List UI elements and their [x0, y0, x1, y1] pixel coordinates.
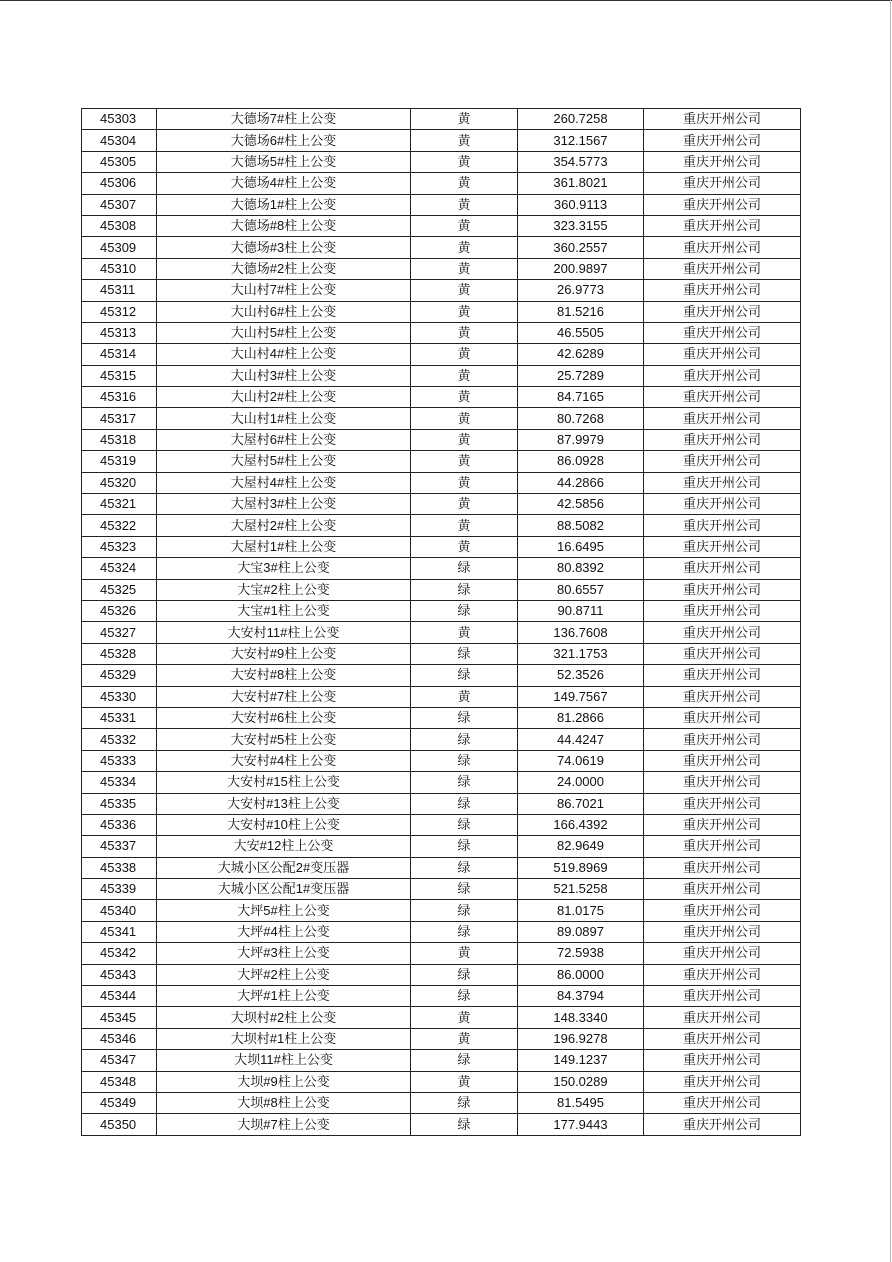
table-row	[82, 1092, 801, 1113]
company-cell: 重庆开州公司	[644, 344, 801, 365]
row-id-cell: 45336	[82, 814, 157, 835]
table-row	[82, 280, 801, 301]
company-cell: 重庆开州公司	[644, 322, 801, 343]
row-id-cell: 45316	[82, 387, 157, 408]
value-cell: 82.9649	[518, 836, 644, 857]
transformer-name-cell: 大德场#8柱上公变	[157, 215, 411, 236]
transformer-name-cell: 大安村#5柱上公变	[157, 729, 411, 750]
level-cell: 黄	[411, 451, 518, 472]
company-cell: 重庆开州公司	[644, 729, 801, 750]
company-cell: 重庆开州公司	[644, 237, 801, 258]
row-id-cell: 45320	[82, 472, 157, 493]
row-id-cell: 45329	[82, 665, 157, 686]
company-cell: 重庆开州公司	[644, 900, 801, 921]
level-cell: 绿	[411, 814, 518, 835]
row-id-cell: 45332	[82, 729, 157, 750]
level-cell: 黄	[411, 472, 518, 493]
value-cell: 323.3155	[518, 215, 644, 236]
level-cell: 黄	[411, 494, 518, 515]
company-cell: 重庆开州公司	[644, 750, 801, 771]
level-cell: 黄	[411, 365, 518, 386]
value-cell: 149.1237	[518, 1050, 644, 1071]
table-row	[82, 879, 801, 900]
company-cell: 重庆开州公司	[644, 558, 801, 579]
page-right-edge	[890, 0, 891, 1262]
value-cell: 44.4247	[518, 729, 644, 750]
row-id-cell: 45334	[82, 772, 157, 793]
row-id-cell: 45330	[82, 686, 157, 707]
table-row	[82, 1114, 801, 1135]
value-cell: 81.0175	[518, 900, 644, 921]
transformer-name-cell: 大屋村1#柱上公变	[157, 536, 411, 557]
transformer-name-cell: 大德场6#柱上公变	[157, 130, 411, 151]
table-row	[82, 558, 801, 579]
transformer-name-cell: 大坪#4柱上公变	[157, 921, 411, 942]
level-cell: 黄	[411, 429, 518, 450]
table-row	[82, 194, 801, 215]
value-cell: 148.3340	[518, 1007, 644, 1028]
level-cell: 绿	[411, 900, 518, 921]
company-cell: 重庆开州公司	[644, 429, 801, 450]
table-row	[82, 322, 801, 343]
table-row	[82, 665, 801, 686]
level-cell: 绿	[411, 643, 518, 664]
value-cell: 87.9979	[518, 429, 644, 450]
company-cell: 重庆开州公司	[644, 515, 801, 536]
level-cell: 绿	[411, 750, 518, 771]
company-cell: 重庆开州公司	[644, 772, 801, 793]
transformer-name-cell: 大山村4#柱上公变	[157, 344, 411, 365]
table-row	[82, 1028, 801, 1049]
transformer-name-cell: 大安村#4柱上公变	[157, 750, 411, 771]
company-cell: 重庆开州公司	[644, 686, 801, 707]
value-cell: 166.4392	[518, 814, 644, 835]
value-cell: 81.2866	[518, 707, 644, 728]
transformer-name-cell: 大安村#13柱上公变	[157, 793, 411, 814]
table-row	[82, 900, 801, 921]
table-body	[82, 109, 801, 1136]
table-row	[82, 451, 801, 472]
company-cell: 重庆开州公司	[644, 472, 801, 493]
transformer-name-cell: 大德场5#柱上公变	[157, 151, 411, 172]
row-id-cell: 45305	[82, 151, 157, 172]
company-cell: 重庆开州公司	[644, 451, 801, 472]
level-cell: 绿	[411, 579, 518, 600]
company-cell: 重庆开州公司	[644, 1092, 801, 1113]
transformer-name-cell: 大坪#1柱上公变	[157, 986, 411, 1007]
row-id-cell: 45331	[82, 707, 157, 728]
table-row	[82, 1007, 801, 1028]
table-row	[82, 772, 801, 793]
value-cell: 521.5258	[518, 879, 644, 900]
table-row	[82, 750, 801, 771]
value-cell: 46.5505	[518, 322, 644, 343]
table-row	[82, 258, 801, 279]
level-cell: 黄	[411, 536, 518, 557]
transformer-name-cell: 大屋村3#柱上公变	[157, 494, 411, 515]
value-cell: 72.5938	[518, 943, 644, 964]
row-id-cell: 45349	[82, 1092, 157, 1113]
table-row	[82, 579, 801, 600]
table-row	[82, 622, 801, 643]
transformer-name-cell: 大德场1#柱上公变	[157, 194, 411, 215]
transformer-name-cell: 大城小区公配2#变压器	[157, 857, 411, 878]
transformer-name-cell: 大山村7#柱上公变	[157, 280, 411, 301]
table-row	[82, 130, 801, 151]
table-row	[82, 857, 801, 878]
row-id-cell: 45307	[82, 194, 157, 215]
table-row	[82, 215, 801, 236]
transformer-name-cell: 大坪#3柱上公变	[157, 943, 411, 964]
transformer-name-cell: 大安村11#柱上公变	[157, 622, 411, 643]
table-row	[82, 643, 801, 664]
row-id-cell: 45304	[82, 130, 157, 151]
value-cell: 84.7165	[518, 387, 644, 408]
table-row	[82, 729, 801, 750]
value-cell: 361.8021	[518, 173, 644, 194]
level-cell: 绿	[411, 729, 518, 750]
table-row	[82, 109, 801, 130]
row-id-cell: 45346	[82, 1028, 157, 1049]
table-row	[82, 921, 801, 942]
row-id-cell: 45342	[82, 943, 157, 964]
transformer-name-cell: 大山村6#柱上公变	[157, 301, 411, 322]
transformer-name-cell: 大坝村#1柱上公变	[157, 1028, 411, 1049]
value-cell: 149.7567	[518, 686, 644, 707]
row-id-cell: 45323	[82, 536, 157, 557]
value-cell: 89.0897	[518, 921, 644, 942]
company-cell: 重庆开州公司	[644, 857, 801, 878]
transformer-name-cell: 大屋村4#柱上公变	[157, 472, 411, 493]
row-id-cell: 45312	[82, 301, 157, 322]
row-id-cell: 45333	[82, 750, 157, 771]
transformer-name-cell: 大山村3#柱上公变	[157, 365, 411, 386]
level-cell: 绿	[411, 793, 518, 814]
row-id-cell: 45341	[82, 921, 157, 942]
transformer-name-cell: 大安#12柱上公变	[157, 836, 411, 857]
transformer-name-cell: 大安村#8柱上公变	[157, 665, 411, 686]
level-cell: 黄	[411, 943, 518, 964]
row-id-cell: 45303	[82, 109, 157, 130]
company-cell: 重庆开州公司	[644, 1028, 801, 1049]
company-cell: 重庆开州公司	[644, 814, 801, 835]
level-cell: 黄	[411, 1007, 518, 1028]
value-cell: 90.8711	[518, 600, 644, 621]
table-row	[82, 836, 801, 857]
transformer-name-cell: 大坝11#柱上公变	[157, 1050, 411, 1071]
row-id-cell: 45321	[82, 494, 157, 515]
row-id-cell: 45326	[82, 600, 157, 621]
level-cell: 黄	[411, 194, 518, 215]
transformer-name-cell: 大坪5#柱上公变	[157, 900, 411, 921]
value-cell: 80.6557	[518, 579, 644, 600]
row-id-cell: 45327	[82, 622, 157, 643]
level-cell: 黄	[411, 301, 518, 322]
value-cell: 321.1753	[518, 643, 644, 664]
table-row	[82, 515, 801, 536]
transformer-name-cell: 大屋村6#柱上公变	[157, 429, 411, 450]
company-cell: 重庆开州公司	[644, 408, 801, 429]
company-cell: 重庆开州公司	[644, 707, 801, 728]
transformer-name-cell: 大宝#2柱上公变	[157, 579, 411, 600]
company-cell: 重庆开州公司	[644, 579, 801, 600]
level-cell: 黄	[411, 130, 518, 151]
value-cell: 42.6289	[518, 344, 644, 365]
value-cell: 360.2557	[518, 237, 644, 258]
company-cell: 重庆开州公司	[644, 109, 801, 130]
row-id-cell: 45317	[82, 408, 157, 429]
table-row	[82, 173, 801, 194]
level-cell: 黄	[411, 322, 518, 343]
value-cell: 312.1567	[518, 130, 644, 151]
row-id-cell: 45314	[82, 344, 157, 365]
value-cell: 74.0619	[518, 750, 644, 771]
row-id-cell: 45328	[82, 643, 157, 664]
table-row	[82, 964, 801, 985]
row-id-cell: 45340	[82, 900, 157, 921]
table-row	[82, 387, 801, 408]
value-cell: 44.2866	[518, 472, 644, 493]
table-row	[82, 237, 801, 258]
transformer-name-cell: 大屋村2#柱上公变	[157, 515, 411, 536]
transformer-name-cell: 大屋村5#柱上公变	[157, 451, 411, 472]
row-id-cell: 45306	[82, 173, 157, 194]
level-cell: 绿	[411, 558, 518, 579]
row-id-cell: 45343	[82, 964, 157, 985]
level-cell: 黄	[411, 344, 518, 365]
level-cell: 黄	[411, 387, 518, 408]
transformer-name-cell: 大坝村#2柱上公变	[157, 1007, 411, 1028]
value-cell: 177.9443	[518, 1114, 644, 1135]
value-cell: 196.9278	[518, 1028, 644, 1049]
company-cell: 重庆开州公司	[644, 536, 801, 557]
table-row	[82, 408, 801, 429]
row-id-cell: 45309	[82, 237, 157, 258]
value-cell: 360.9113	[518, 194, 644, 215]
company-cell: 重庆开州公司	[644, 879, 801, 900]
transformer-name-cell: 大宝#1柱上公变	[157, 600, 411, 621]
level-cell: 黄	[411, 237, 518, 258]
table-row	[82, 707, 801, 728]
row-id-cell: 45338	[82, 857, 157, 878]
transformer-name-cell: 大山村5#柱上公变	[157, 322, 411, 343]
table-row	[82, 151, 801, 172]
row-id-cell: 45344	[82, 986, 157, 1007]
company-cell: 重庆开州公司	[644, 1114, 801, 1135]
company-cell: 重庆开州公司	[644, 622, 801, 643]
table-row	[82, 600, 801, 621]
value-cell: 81.5216	[518, 301, 644, 322]
row-id-cell: 45347	[82, 1050, 157, 1071]
company-cell: 重庆开州公司	[644, 494, 801, 515]
table-row	[82, 429, 801, 450]
value-cell: 260.7258	[518, 109, 644, 130]
value-cell: 81.5495	[518, 1092, 644, 1113]
company-cell: 重庆开州公司	[644, 387, 801, 408]
level-cell: 黄	[411, 173, 518, 194]
level-cell: 黄	[411, 109, 518, 130]
transformer-name-cell: 大安村#15柱上公变	[157, 772, 411, 793]
level-cell: 绿	[411, 986, 518, 1007]
value-cell: 86.0928	[518, 451, 644, 472]
transformer-name-cell: 大德场7#柱上公变	[157, 109, 411, 130]
transformer-name-cell: 大安村#10柱上公变	[157, 814, 411, 835]
value-cell: 84.3794	[518, 986, 644, 1007]
value-cell: 26.9773	[518, 280, 644, 301]
value-cell: 42.5856	[518, 494, 644, 515]
company-cell: 重庆开州公司	[644, 173, 801, 194]
transformer-name-cell: 大德场#2柱上公变	[157, 258, 411, 279]
company-cell: 重庆开州公司	[644, 793, 801, 814]
table-row	[82, 365, 801, 386]
level-cell: 绿	[411, 707, 518, 728]
row-id-cell: 45311	[82, 280, 157, 301]
level-cell: 黄	[411, 515, 518, 536]
row-id-cell: 45310	[82, 258, 157, 279]
company-cell: 重庆开州公司	[644, 643, 801, 664]
value-cell: 150.0289	[518, 1071, 644, 1092]
value-cell: 86.0000	[518, 964, 644, 985]
company-cell: 重庆开州公司	[644, 986, 801, 1007]
level-cell: 绿	[411, 857, 518, 878]
level-cell: 绿	[411, 836, 518, 857]
transformer-name-cell: 大宝3#柱上公变	[157, 558, 411, 579]
transformer-name-cell: 大山村1#柱上公变	[157, 408, 411, 429]
company-cell: 重庆开州公司	[644, 665, 801, 686]
level-cell: 绿	[411, 665, 518, 686]
table-row	[82, 472, 801, 493]
table-row	[82, 1071, 801, 1092]
transformer-table	[81, 108, 801, 1136]
transformer-name-cell: 大坝#8柱上公变	[157, 1092, 411, 1113]
table-row	[82, 536, 801, 557]
value-cell: 136.7608	[518, 622, 644, 643]
table-row	[82, 494, 801, 515]
company-cell: 重庆开州公司	[644, 301, 801, 322]
level-cell: 绿	[411, 964, 518, 985]
transformer-name-cell: 大安村#7柱上公变	[157, 686, 411, 707]
transformer-name-cell: 大德场#3柱上公变	[157, 237, 411, 258]
value-cell: 519.8969	[518, 857, 644, 878]
level-cell: 绿	[411, 921, 518, 942]
company-cell: 重庆开州公司	[644, 151, 801, 172]
row-id-cell: 45350	[82, 1114, 157, 1135]
value-cell: 200.9897	[518, 258, 644, 279]
transformer-name-cell: 大安村#6柱上公变	[157, 707, 411, 728]
level-cell: 绿	[411, 1114, 518, 1135]
row-id-cell: 45339	[82, 879, 157, 900]
value-cell: 86.7021	[518, 793, 644, 814]
level-cell: 绿	[411, 772, 518, 793]
row-id-cell: 45315	[82, 365, 157, 386]
transformer-name-cell: 大坪#2柱上公变	[157, 964, 411, 985]
row-id-cell: 45345	[82, 1007, 157, 1028]
table-row	[82, 814, 801, 835]
level-cell: 黄	[411, 686, 518, 707]
company-cell: 重庆开州公司	[644, 600, 801, 621]
table-row	[82, 686, 801, 707]
level-cell: 黄	[411, 280, 518, 301]
row-id-cell: 45322	[82, 515, 157, 536]
level-cell: 黄	[411, 622, 518, 643]
row-id-cell: 45318	[82, 429, 157, 450]
row-id-cell: 45319	[82, 451, 157, 472]
row-id-cell: 45324	[82, 558, 157, 579]
company-cell: 重庆开州公司	[644, 836, 801, 857]
value-cell: 80.8392	[518, 558, 644, 579]
row-id-cell: 45335	[82, 793, 157, 814]
level-cell: 黄	[411, 1028, 518, 1049]
company-cell: 重庆开州公司	[644, 964, 801, 985]
company-cell: 重庆开州公司	[644, 1007, 801, 1028]
company-cell: 重庆开州公司	[644, 1050, 801, 1071]
company-cell: 重庆开州公司	[644, 365, 801, 386]
company-cell: 重庆开州公司	[644, 130, 801, 151]
level-cell: 黄	[411, 1071, 518, 1092]
table-row	[82, 986, 801, 1007]
level-cell: 绿	[411, 1092, 518, 1113]
company-cell: 重庆开州公司	[644, 1071, 801, 1092]
row-id-cell: 45337	[82, 836, 157, 857]
value-cell: 25.7289	[518, 365, 644, 386]
company-cell: 重庆开州公司	[644, 943, 801, 964]
level-cell: 绿	[411, 600, 518, 621]
row-id-cell: 45308	[82, 215, 157, 236]
row-id-cell: 45313	[82, 322, 157, 343]
row-id-cell: 45325	[82, 579, 157, 600]
value-cell: 52.3526	[518, 665, 644, 686]
row-id-cell: 45348	[82, 1071, 157, 1092]
value-cell: 80.7268	[518, 408, 644, 429]
table-row	[82, 793, 801, 814]
company-cell: 重庆开州公司	[644, 280, 801, 301]
level-cell: 黄	[411, 215, 518, 236]
value-cell: 354.5773	[518, 151, 644, 172]
company-cell: 重庆开州公司	[644, 215, 801, 236]
table-row	[82, 344, 801, 365]
table-row	[82, 1050, 801, 1071]
company-cell: 重庆开州公司	[644, 258, 801, 279]
page-top-border	[0, 0, 892, 1]
level-cell: 黄	[411, 408, 518, 429]
transformer-name-cell: 大城小区公配1#变压器	[157, 879, 411, 900]
transformer-name-cell: 大安村#9柱上公变	[157, 643, 411, 664]
table-row	[82, 301, 801, 322]
level-cell: 黄	[411, 258, 518, 279]
transformer-name-cell: 大山村2#柱上公变	[157, 387, 411, 408]
company-cell: 重庆开州公司	[644, 921, 801, 942]
level-cell: 绿	[411, 1050, 518, 1071]
value-cell: 88.5082	[518, 515, 644, 536]
table-row	[82, 943, 801, 964]
company-cell: 重庆开州公司	[644, 194, 801, 215]
transformer-name-cell: 大坝#7柱上公变	[157, 1114, 411, 1135]
value-cell: 16.6495	[518, 536, 644, 557]
transformer-name-cell: 大德场4#柱上公变	[157, 173, 411, 194]
level-cell: 黄	[411, 151, 518, 172]
value-cell: 24.0000	[518, 772, 644, 793]
level-cell: 绿	[411, 879, 518, 900]
transformer-name-cell: 大坝#9柱上公变	[157, 1071, 411, 1092]
